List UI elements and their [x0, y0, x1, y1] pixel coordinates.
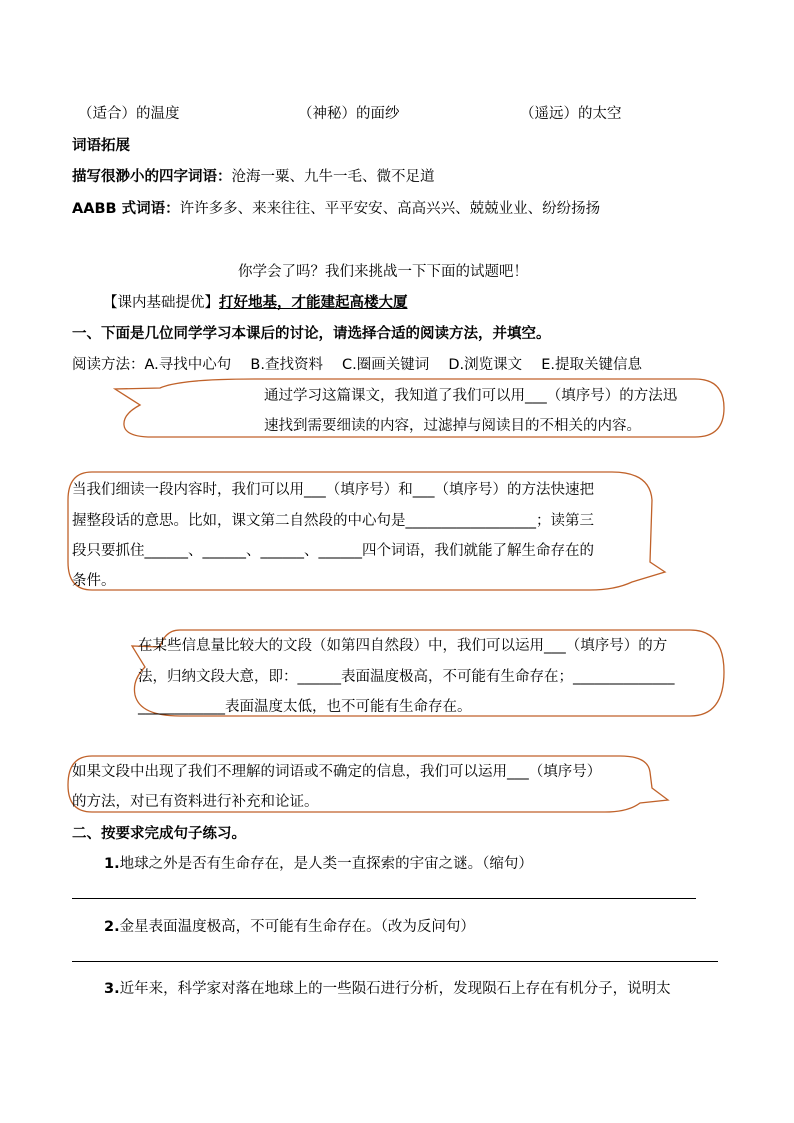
bubble-1-line-1: 通过学习这篇课文，我知道了我们可以用___（填序号）的方法迅 [264, 388, 678, 404]
tiny-words-line [72, 165, 435, 186]
bubble-4-line-2: 的方法，对已有资料进行补充和论证。 [72, 794, 319, 810]
bubble-2-line-1: 当我们细读一段内容时，我们可以用___（填序号）和___（填序号）的方法快速把 [72, 482, 594, 498]
section-heading [103, 291, 408, 312]
aabb-label: AABB 式词语： [72, 201, 180, 217]
vocab-item-3: （遥远）的太空 [520, 106, 622, 122]
bubble-3-line-2: 法，归纳文段大意，即：______表面温度极高，不可能有生命存在；______________ [138, 669, 675, 685]
bubble-2-line-2: 握整段话的意思。比如，课文第二自然段的中心句是__________________；读第三 [72, 513, 594, 529]
q2-item-1 [104, 852, 533, 873]
q2-item-1-num: 1. [104, 856, 120, 872]
bubble-4-line-1: 如果文段中出现了我们不理解的词语或不确定的信息，我们可以运用___（填序号） [72, 764, 602, 780]
q2-title: 二、按要求完成句子练习。 [72, 826, 246, 842]
tiny-words: 沧海一粟、九牛一毛、微不足道 [231, 169, 435, 185]
answer-line-1[interactable] [72, 898, 696, 899]
q2-item-1-text: 地球之外是否有生命存在，是人类一直探索的宇宙之谜。（缩句） [119, 856, 533, 872]
q2-item-2 [104, 915, 475, 936]
aabb-words-line [72, 197, 600, 218]
q2-item-3-text: 近年来，科学家对落在地球上的一些陨石进行分析，发现陨石上存在有机分子，说明太 [119, 981, 671, 997]
bubble-3-line-1: 在某些信息量比较大的文段（如第四自然段）中，我们可以运用___（填序号）的方 [138, 638, 668, 654]
bubble-3-line-3: ____________表面温度太低，也不可能有生命存在。 [138, 699, 472, 715]
challenge-line: 你学会了吗？我们来挑战一下下面的试题吧！ [238, 264, 528, 280]
section-slogan: 打好地基，才能建起高楼大厦 [219, 295, 408, 311]
q2-item-2-num: 2. [104, 919, 120, 935]
q1-methods: 阅读方法：A.寻找中心句 B.查找资料 C.圈画关键词 D.浏览课文 E.提取关键信息 [72, 357, 643, 373]
aabb-words: 许许多多、来来往往、平平安安、高高兴兴、兢兢业业、纷纷扬扬 [179, 201, 601, 217]
bubble-1-line-2: 速找到需要细读的内容，过滤掉与阅读目的不相关的内容。 [264, 418, 641, 434]
q2-item-3 [104, 977, 671, 998]
expand-heading: 词语拓展 [72, 138, 130, 154]
answer-line-2[interactable] [72, 961, 718, 962]
q2-item-3-num: 3. [104, 981, 120, 997]
vocab-item-1: （适合）的温度 [78, 106, 180, 122]
vocab-item-2: （神秘）的面纱 [298, 106, 400, 122]
tiny-words-label: 描写很渺小的四字词语： [72, 169, 232, 185]
section-tag: 【课内基础提优】 [103, 295, 219, 311]
bubble-2-line-3: 段只要抓住______、______、______、______四个词语，我们就能了解生命存在的 [72, 543, 594, 559]
q1-title: 一、下面是几位同学学习本课后的讨论，请选择合适的阅读方法，并填空。 [72, 326, 551, 342]
bubble-2-line-4: 条件。 [72, 573, 116, 589]
q2-item-2-text: 金星表面温度极高，不可能有生命存在。（改为反问句） [119, 919, 475, 935]
